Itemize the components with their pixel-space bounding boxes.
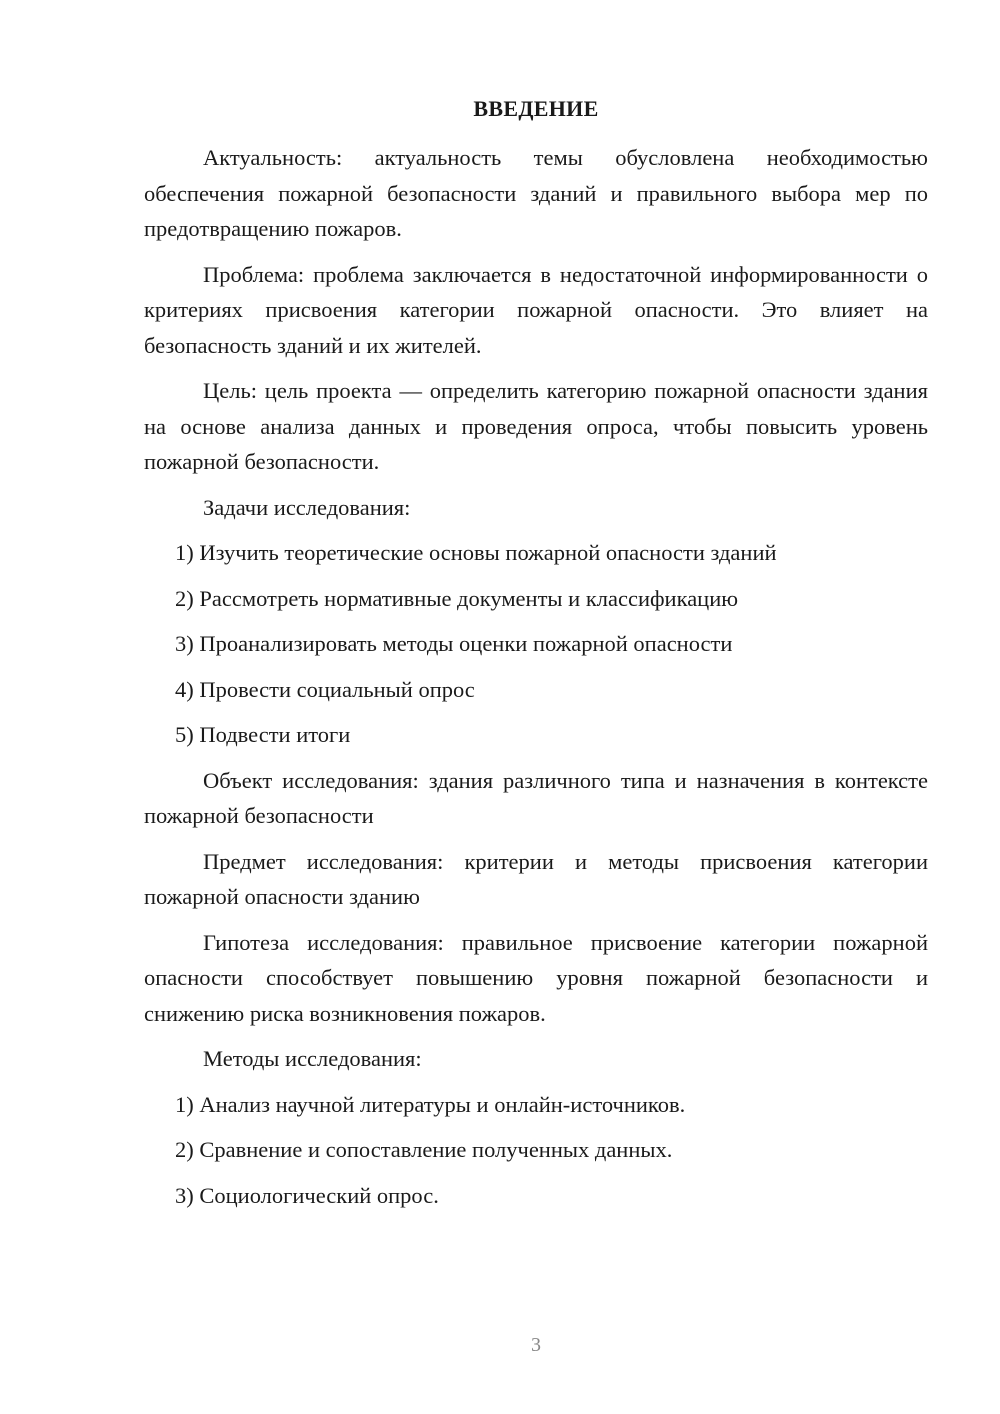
page-title: ВВЕДЕНИЕ: [473, 96, 599, 121]
document-body: [144, 140, 928, 1223]
list-item: 1) Анализ научной литературы и онлайн-источников.: [175, 1091, 686, 1117]
hypothesis-paragraph: Гипотеза исследования: правильное присвоение категории пожарной опасности способствует повышению уровня пожарной безопасности и снижению риска возникновения пожаров.: [144, 929, 928, 1026]
list-item: 2) Сравнение и сопоставление полученных данных.: [175, 1137, 673, 1162]
tasks-heading: Задачи исследования:: [203, 494, 411, 520]
list-item: 3) Проанализировать методы оценки пожарной опасности: [175, 631, 733, 656]
list-item: 3) Социологический опрос.: [175, 1182, 439, 1208]
page-number: 3: [531, 1334, 541, 1356]
list-item: 1) Изучить теоретические основы пожарной опасности зданий: [175, 540, 777, 565]
subject-paragraph: Предмет исследования: критерии и методы присвоения категории пожарной опасности зданию: [144, 848, 928, 909]
tasks-list: [144, 535, 928, 753]
list-item: 4) Провести социальный опрос: [175, 676, 475, 702]
relevance-paragraph: Актуальность: актуальность темы обусловлена необходимостью обеспечения пожарной безопасности зданий и правильного выбора мер по предотвращению пожаров.: [144, 145, 928, 241]
problem-paragraph: Проблема: проблема заключается в недостаточной информированности о критериях присвоения категории пожарной опасности. Это влияет на безопасность зданий и их жителей.: [144, 261, 928, 358]
methods-list: [144, 1087, 928, 1214]
object-paragraph: Объект исследования: здания различного типа и назначения в контексте пожарной безопасности: [144, 767, 928, 828]
goal-paragraph: Цель: цель проекта — определить категорию пожарной опасности здания на основе анализа данных и проведения опроса, чтобы повысить уровень пожарной безопасности.: [144, 378, 928, 474]
list-item: 2) Рассмотреть нормативные документы и классификацию: [175, 585, 739, 611]
methods-heading: Методы исследования:: [203, 1046, 422, 1071]
list-item: 5) Подвести итоги: [175, 722, 351, 747]
